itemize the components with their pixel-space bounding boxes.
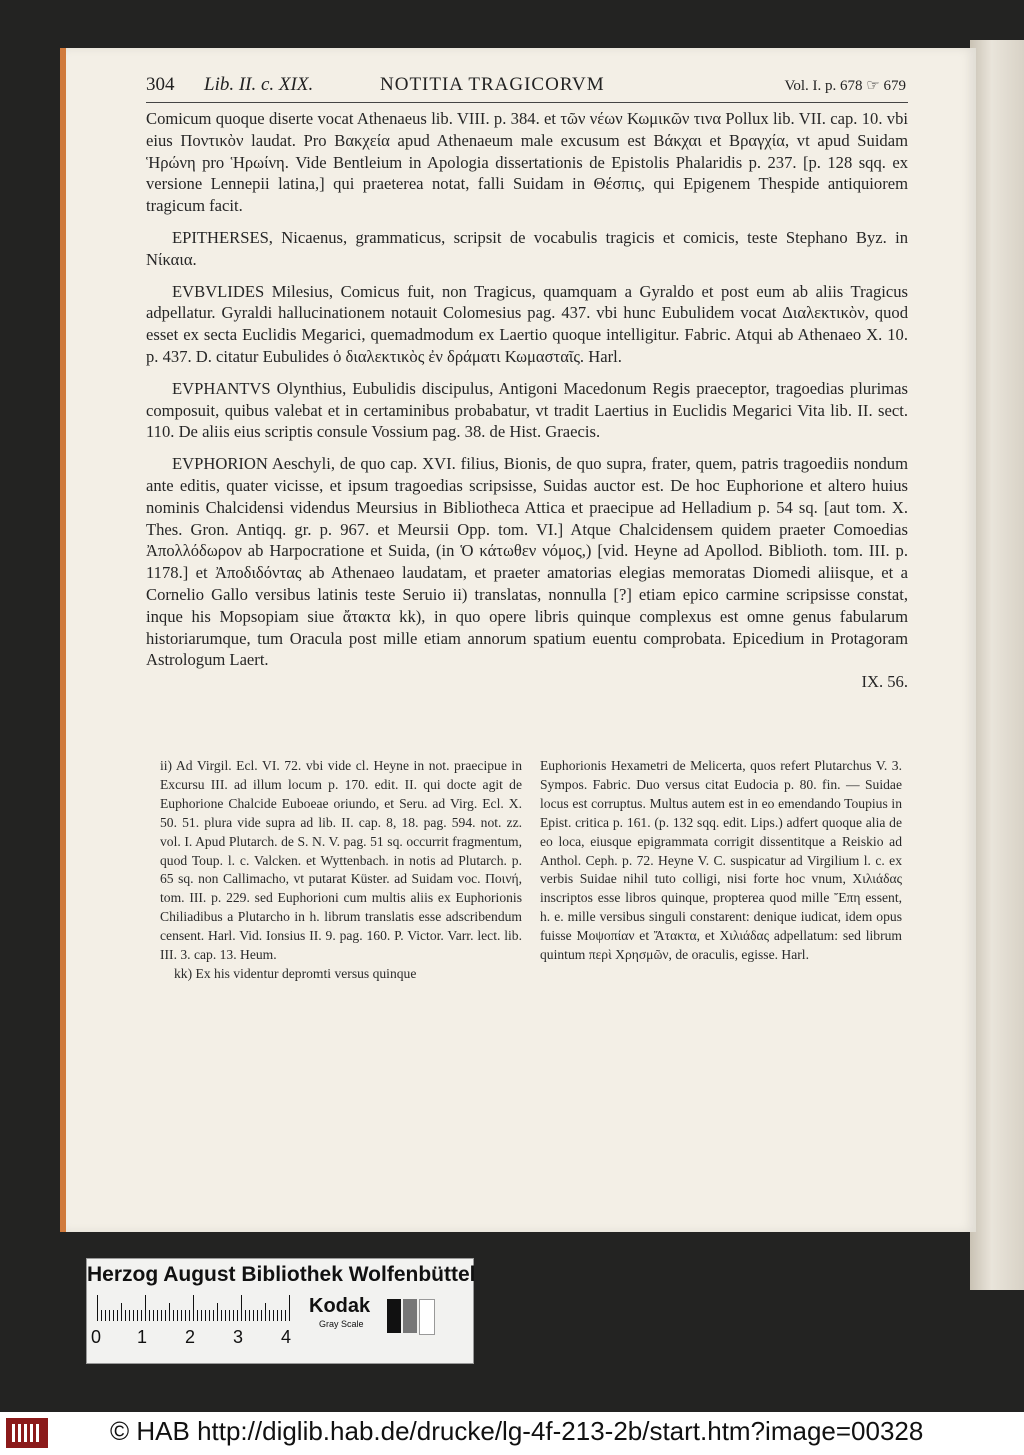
ruler-tick — [173, 1310, 174, 1321]
entry-euphorion: EVPHORION Aeschyli, de quo cap. XVI. filius, Bionis, de quo supra, frater, quem, patris tragoediis nondum ante editis, quater vicisse, et ipsum tragoedias scripsisse, Suidas auctor est. De hoc Euphorione et altero huius nominis Chalcidensi videndus Meursius in Bibliotheca Attica et praecipue ad Helladium p. 54 sq. [aut tom. X. Thes. Gron. Antiqq. gr. p. 967. et Meursii Opp. tom. VI.] Atque Chalcidensem quidem praeter Comoedias Ἀπολλόδωρον ab Harpocratione et Suida, (in Ὁ κάτωθεν νόμος,) [vid. Heyne ad Apollod. Biblioth. tom. III. p. 1178.] et Ἀποδιδόντας ab Athenaeo laudatam, et praeter amatorias elegias memoratas Diomedi aliisque, et a Cornelio Gallo versibus latinis teste Seruio ii) translatas, nonnulla [?] etiam epico carmine scripsisse constat, inque his Mopsopiam siue ἄτακτα kk), in quo opere libris quinque complexus est omne genus fabularum historiarumque, tum Oracula post mille etiam annorum spatium euentu comprobata. Epicedium in Protagoram Astrologum Laert. — [146, 454, 908, 670]
ruler-tick — [137, 1310, 138, 1321]
ruler-tick — [225, 1310, 226, 1321]
entry-euphorion-end: IX. 56. — [861, 672, 908, 692]
volume-reference: Vol. I. p. 678 ☞ 679 — [784, 78, 906, 94]
ruler-tick — [161, 1310, 162, 1321]
ruler-number: 1 — [137, 1327, 148, 1347]
ruler-tick — [117, 1310, 118, 1321]
ruler-number: 2 — [185, 1327, 196, 1347]
footer-bar — [0, 1412, 1024, 1455]
footnote-column-left — [160, 757, 522, 984]
ruler-tick — [113, 1310, 114, 1321]
gray-swatch-mid — [403, 1299, 417, 1333]
ruler-tick — [165, 1310, 166, 1321]
ruler-tick — [281, 1310, 282, 1321]
ruler-tick — [233, 1310, 234, 1321]
ruler-tick — [277, 1310, 278, 1321]
ruler-tick — [169, 1303, 170, 1321]
ruler-tick — [209, 1310, 210, 1321]
ruler-tick — [201, 1310, 202, 1321]
ruler-tick — [181, 1310, 182, 1321]
ruler-tick — [269, 1310, 270, 1321]
intro-paragraph: Comicum quoque diserte vocat Athenaeus lib. VIII. p. 384. et τῶν νέων Κωμικῶν τινα Pollux lib. VII. cap. 10. vbi eius Ποντικὸν laudat. Pro Βακχεία apud Athenaeum male excusum est Βάκχαι et Βραγχία, vt apud Suidam Ἡρώνη pro Ἡρωίνη. Vide Bentleium in Apologia dissertationis de Epistolis Phalaridis p. 237. [p. 128 sqq. ex versione Lennepii latina,] qui praeterea notat, falli Suidam in Θέσπις, qui Epigenem Thespide antiquiorem tragicum facit. — [146, 109, 908, 216]
hab-logo-icon — [6, 1418, 48, 1448]
library-scale-label — [86, 1258, 474, 1364]
footnote-kk-continued: Euphorionis Hexametri de Melicerta, quos refert Plutarchus V. 3. Sympos. Fabric. Duo versus citat Eudocia p. 80. fin. — Suidae locus est corruptus. Multus autem est in eo emendando Toupius in Epist. critica p. 161. (p. 132 sqq. edit. Lips.) adfert quoque alia de eo loca, eiusque epigrammata corrigit dissentitque a Reiskio ad Anthol. Ceph. p. 72. Heyne V. C. suspicatur ad Virgilium l. c. ex verbis Suidae nihil tuto colligi, nisi forte hoc vnum, Χιλιάδας inscriptos esse libros quinque, propterea quod mille Ἔπη essent, h. e. mille versibus singuli constarent: denique iudicat, idem opus fuisse Μοψοπίαν et Ἄτακτα, et Χιλιάδας adpellatum: sed librum quintum περὶ Χρησμῶν, de oraculis, egisse. Harl. — [540, 758, 902, 963]
ruler-tick — [221, 1310, 222, 1321]
ruler-tick — [101, 1310, 102, 1321]
ruler-tick — [145, 1295, 146, 1321]
ruler-tick — [129, 1310, 130, 1321]
ruler-tick — [285, 1310, 286, 1321]
ruler-tick — [189, 1310, 190, 1321]
running-title: NOTITIA TRAGICORVM — [380, 74, 605, 95]
ruler-tick — [249, 1310, 250, 1321]
book-edge — [970, 40, 1024, 1290]
gray-swatch-white — [419, 1299, 435, 1335]
ruler-tick — [205, 1310, 206, 1321]
ruler-tick — [121, 1303, 122, 1321]
footnote-kk-start: kk) Ex his videntur depromti versus quinque — [174, 965, 417, 981]
ruler-tick — [125, 1310, 126, 1321]
entry-eubulides: EVBVLIDES Milesius, Comicus fuit, non Tragicus, quamquam a Gyraldo et post eum ab aliis Tragicus adpellatur. Gyraldi hallucinationem notauit Colomesius pag. 437. vbi hunc Eubulidem vocat Διαλεκτικὸν, quod esset ex secta Euclidis Megarici, quemadmodum ex Laertio quoque intelligitur. Fabric. Atqui ab Athenaeo X. 10. p. 437. D. citatur Eubulides ὁ διαλεκτικὸς ἐν δράματι Κωμασταῖς. Harl. — [146, 281, 908, 366]
ruler-tick — [273, 1310, 274, 1321]
entry-euphantus: EVPHANTVS Olynthius, Eubulidis discipulus, Antigoni Macedonum Regis praeceptor, tragoedias plurimas composuit, quibus valebat et in certaminibus probabatur, vt tradit Laertius in Euclidis Megarici Vita lib. II. sect. 110. De aliis eius scriptis consule Vossium pag. 38. de Hist. Graecis. — [146, 378, 908, 442]
ruler-tick — [193, 1295, 194, 1321]
ruler-tick — [153, 1310, 154, 1321]
ruler-tick — [213, 1310, 214, 1321]
footnotes — [160, 757, 902, 984]
ruler-tick — [265, 1303, 266, 1321]
library-name: Herzog August Bibliothek Wolfenbüttel — [87, 1263, 476, 1286]
gray-swatch-black — [387, 1299, 401, 1333]
page-number: 304 — [146, 74, 175, 95]
ruler-tick — [237, 1310, 238, 1321]
footnote-column-right — [540, 757, 902, 984]
ruler-tick — [229, 1310, 230, 1321]
ruler-tick — [141, 1310, 142, 1321]
ruler-tick — [197, 1310, 198, 1321]
kodak-logo-text: Kodak — [309, 1295, 371, 1317]
ruler-tick — [133, 1310, 134, 1321]
ruler-tick — [241, 1295, 242, 1321]
ruler-tick — [97, 1295, 98, 1321]
header-rule — [146, 102, 908, 103]
source-url[interactable]: © HAB http://diglib.hab.de/drucke/lg-4f-213-2b/start.htm?image=00328 — [110, 1416, 924, 1446]
ruler-tick — [105, 1310, 106, 1321]
ruler-tick — [109, 1310, 110, 1321]
ruler-number: 0 — [91, 1327, 102, 1347]
ruler-tick — [217, 1303, 218, 1321]
ruler-number: 4 — [281, 1327, 292, 1347]
gray-scale-text: Gray Scale — [319, 1319, 364, 1329]
main-text — [146, 108, 908, 693]
ruler-tick — [261, 1310, 262, 1321]
ruler-tick — [185, 1310, 186, 1321]
ruler-tick — [253, 1310, 254, 1321]
running-header — [146, 74, 906, 100]
ruler-tick — [149, 1310, 150, 1321]
chapter-reference: Lib. II. c. XIX. — [204, 74, 314, 95]
ruler-tick — [289, 1295, 290, 1321]
footnote-ii: ii) Ad Virgil. Ecl. VI. 72. vbi vide cl. Heyne in not. praecipue in Excursu III. ad illum locum p. 170. edit. II. qui docte agit de Euphorione Chalcide Euboeae oriundo, et Seru. ad Virg. Ecl. X. 50. 51. plura vide supra ad lib. II. cap. 8, 18. pag. 594. not. zz. vol. I. Apud Plutarch. de S. N. V. pag. 51 sq. occurrit fragmentum, quod Toup. l. c. Valcken. et Wyttenbach. in notis ad Plutarch. p. 65 sq. non Callimacho, vt putarat Küster. ad Suidam voc. Ποινή, tom. III. p. 229. sed Euphorioni cum multis aliis ex Euphorionis Chiliadibus a Plutarcho in h. librum translatis esse adscribendum censent. Harl. Vid. Ionsius II. 9. pag. 160. P. Victor. Varr. lect. lib. III. 3. cap. 13. Heum. — [160, 758, 522, 963]
ruler — [97, 1293, 293, 1321]
ruler-tick — [245, 1310, 246, 1321]
ruler-tick — [257, 1310, 258, 1321]
entry-epitherses: EPITHERSES, Nicaenus, grammaticus, scripsit de vocabulis tragicis et comicis, teste Stephano Byz. in Νίκαια. — [146, 227, 908, 269]
ruler-number: 3 — [233, 1327, 244, 1347]
ruler-tick — [177, 1310, 178, 1321]
ruler-tick — [157, 1310, 158, 1321]
